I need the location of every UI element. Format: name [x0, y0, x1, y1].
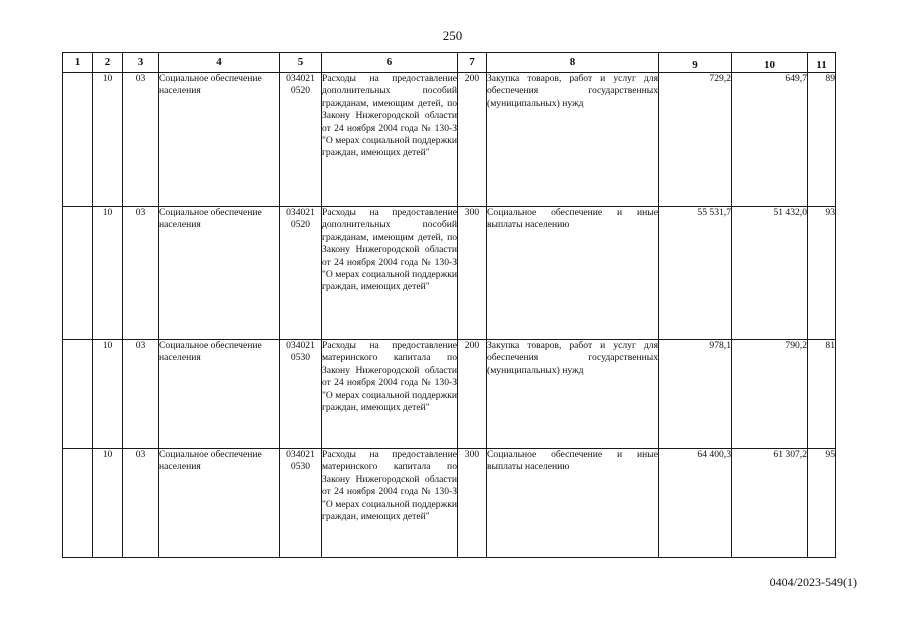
cell-planned-amount: 55 531,7 — [659, 207, 732, 340]
col-header-11: 11 — [808, 53, 836, 73]
cell-planned-amount: 64 400,3 — [659, 449, 732, 558]
cell-expense-description: Расходы на предоставление дополнительных пособий гражданам, имеющим детей, по Закону Нижегородской области от 24 ноября 2004 года № 130-З "О мерах социальной поддержки граждан, имеющих детей" — [322, 73, 458, 207]
cell-expense-type-name: Закупка товаров, работ и услуг для обеспечения государственных (муниципальных) нужд — [487, 73, 659, 207]
document-code: 0404/2023-549(1) — [769, 575, 857, 589]
cell-expense-type-name: Социальное обеспечение и иные выплаты населению — [487, 207, 659, 340]
cell-expense-description: Расходы на предоставление материнского капитала по Закону Нижегородской области от 24 ноября 2004 года № 130-З "О мерах социальной поддержки граждан, имеющих детей" — [322, 340, 458, 449]
cell-expense-description: Расходы на предоставление дополнительных пособий гражданам, имеющим детей, по Закону Нижегородской области от 24 ноября 2004 года № 130-З "О мерах социальной поддержки граждан, имеющих детей" — [322, 207, 458, 340]
cell-section-name: Социальное обеспечение населения — [159, 207, 280, 340]
table-row — [63, 207, 836, 340]
col-header-8: 8 — [487, 53, 659, 73]
table-row — [63, 73, 836, 207]
table-row — [63, 449, 836, 558]
cell-subsection: 03 — [123, 73, 159, 207]
cell-section: 10 — [93, 449, 123, 558]
cell-target-code: 034021 0520 — [280, 73, 322, 207]
col-header-7: 7 — [458, 53, 487, 73]
col-header-3: 3 — [123, 53, 159, 73]
col-header-9: 9 — [659, 53, 732, 73]
col-header-10: 10 — [732, 53, 808, 73]
cell-section-name: Социальное обеспечение населения — [159, 340, 280, 449]
cell-expense-description: Расходы на предоставление материнского капитала по Закону Нижегородской области от 24 ноября 2004 года № 130-З "О мерах социальной поддержки граждан, имеющих детей" — [322, 449, 458, 558]
cell-section: 10 — [93, 340, 123, 449]
col-header-4: 4 — [159, 53, 280, 73]
cell-actual-amount: 61 307,2 — [732, 449, 808, 558]
header-row — [63, 53, 836, 73]
col-header-6: 6 — [322, 53, 458, 73]
cell-percent: 95 — [808, 449, 836, 558]
cell-subsection: 03 — [123, 449, 159, 558]
cell-section-name: Социальное обеспечение населения — [159, 449, 280, 558]
cell-expense-type-code: 200 — [458, 73, 487, 207]
cell-section: 10 — [93, 207, 123, 340]
col-header-2: 2 — [93, 53, 123, 73]
cell-percent: 93 — [808, 207, 836, 340]
page-number: 250 — [442, 28, 463, 43]
cell-target-code: 034021 0530 — [280, 340, 322, 449]
cell-col1 — [63, 340, 93, 449]
cell-percent: 81 — [808, 340, 836, 449]
cell-actual-amount: 51 432,0 — [732, 207, 808, 340]
cell-actual-amount: 649,7 — [732, 73, 808, 207]
cell-expense-type-name: Социальное обеспечение и иные выплаты населению — [487, 449, 659, 558]
cell-expense-type-name: Закупка товаров, работ и услуг для обеспечения государственных (муниципальных) нужд — [487, 340, 659, 449]
cell-expense-type-code: 200 — [458, 340, 487, 449]
cell-col1 — [63, 449, 93, 558]
cell-target-code: 034021 0530 — [280, 449, 322, 558]
cell-section-name: Социальное обеспечение населения — [159, 73, 280, 207]
cell-subsection: 03 — [123, 340, 159, 449]
cell-planned-amount: 978,1 — [659, 340, 732, 449]
cell-actual-amount: 790,2 — [732, 340, 808, 449]
cell-target-code: 034021 0520 — [280, 207, 322, 340]
cell-percent: 89 — [808, 73, 836, 207]
cell-section: 10 — [93, 73, 123, 207]
cell-expense-type-code: 300 — [458, 207, 487, 340]
cell-expense-type-code: 300 — [458, 449, 487, 558]
col-header-5: 5 — [280, 53, 322, 73]
budget-table — [62, 52, 836, 558]
cell-col1 — [63, 73, 93, 207]
table-row — [63, 340, 836, 449]
cell-col1 — [63, 207, 93, 340]
cell-subsection: 03 — [123, 207, 159, 340]
cell-planned-amount: 729,2 — [659, 73, 732, 207]
col-header-1: 1 — [63, 53, 93, 73]
